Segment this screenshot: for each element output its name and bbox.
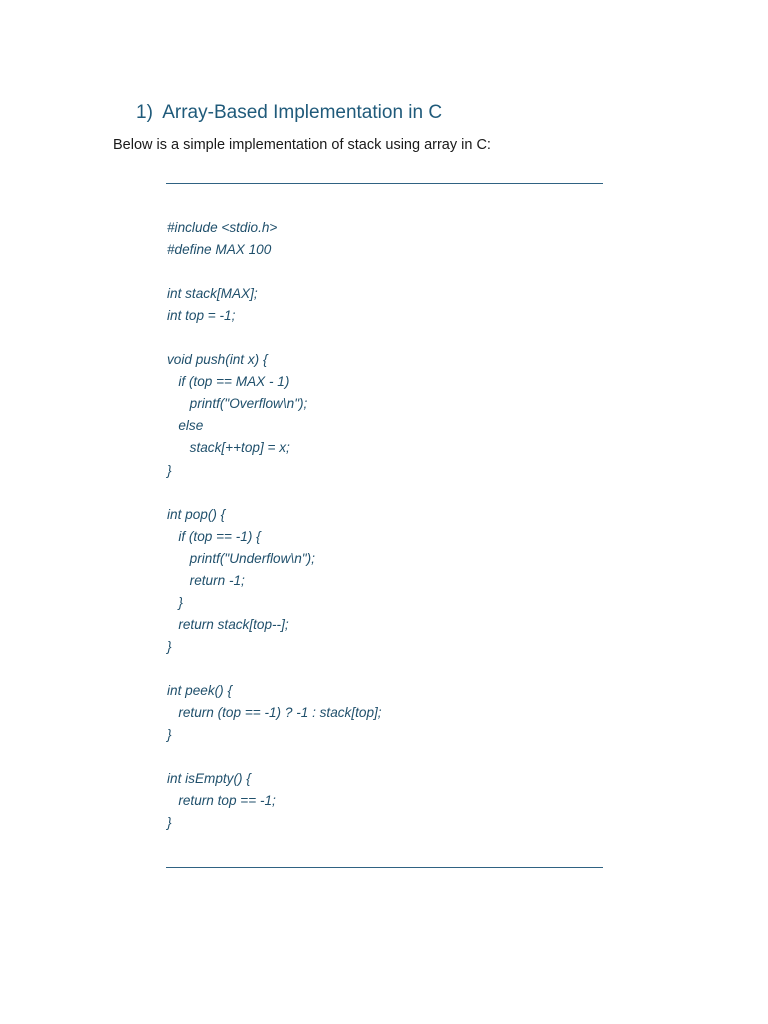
intro-paragraph: Below is a simple implementation of stack using array in C: (113, 137, 491, 153)
code-line: return top == -1; (167, 793, 276, 809)
code-line: int stack[MAX]; (167, 286, 258, 302)
code-line (167, 261, 382, 283)
code-line: return -1; (167, 572, 245, 588)
section-title: Array-Based Implementation in C (162, 102, 443, 123)
code-line (167, 327, 382, 349)
code-line: #define MAX 100 (167, 242, 272, 258)
code-line: if (top == -1) { (167, 528, 261, 544)
code-block (167, 217, 382, 834)
code-line: } (167, 815, 172, 831)
code-top-divider (166, 183, 603, 184)
code-line: } (167, 638, 172, 654)
section-heading (136, 102, 442, 124)
code-line: #include <stdio.h> (167, 220, 278, 235)
code-line (167, 658, 382, 680)
code-line: printf("Underflow\n"); (167, 550, 315, 566)
code-line: int peek() { (167, 682, 232, 698)
code-line: return (top == -1) ? -1 : stack[top]; (167, 705, 382, 721)
code-line (167, 746, 382, 768)
code-line: return stack[top--]; (167, 616, 289, 632)
code-line: if (top == MAX - 1) (167, 374, 290, 390)
code-line: int pop() { (167, 506, 226, 522)
code-line: void push(int x) { (167, 352, 268, 368)
code-line: int top = -1; (167, 308, 236, 324)
code-line: } (167, 594, 183, 610)
code-line: int isEmpty() { (167, 771, 251, 787)
code-line: else (167, 418, 204, 434)
code-line (167, 482, 382, 504)
code-line: } (167, 727, 172, 743)
code-line: } (167, 462, 172, 478)
code-line: printf("Overflow\n"); (167, 396, 308, 412)
section-number: 1) (136, 102, 153, 123)
code-bottom-divider (166, 867, 603, 868)
code-line: stack[++top] = x; (167, 440, 290, 456)
